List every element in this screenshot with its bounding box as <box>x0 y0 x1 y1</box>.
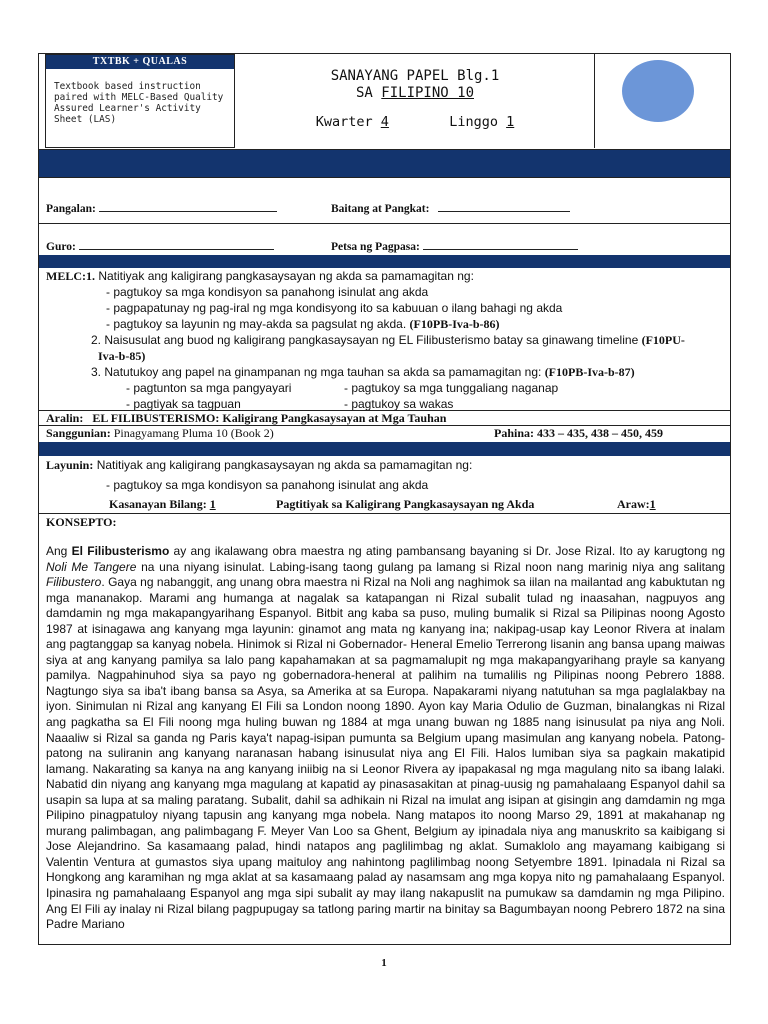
melc-item3-sub2: - pagtukoy sa mga tunggaliang naganap <box>344 381 559 395</box>
page-number: 1 <box>381 957 387 969</box>
p-bold-title: El Filibusterismo <box>71 544 170 558</box>
baitang-label: Baitang at Pangkat: <box>331 203 430 215</box>
baitang-field <box>331 201 570 215</box>
melc-code3: (F10PB-Iva-b-87) <box>544 365 635 379</box>
logo-circle-icon <box>622 60 694 122</box>
baitang-line[interactable] <box>438 201 570 212</box>
title-line2 <box>235 85 595 102</box>
sanggunian-row <box>46 426 726 441</box>
melc-item3-subs-row1 <box>46 380 726 396</box>
aralin-row <box>46 411 446 426</box>
p-part-c: . Gaya ng nabanggit, ang unang obra maestra ni Rizal na Noli ang naghimok sa iilan na mailantad ang kabuktutan ng mga mananakop. Marami ang humanga at nagalak sa katapangan ni Rizal subalit tulad ng inaasahan, nagpuyos ang damdamin ng mga makapangyarihang Espanyol. Bitbit ang kaba sa puso, muling bumalik si Rizal sa Pilipinas noong Agosto 1987 at isinagawa ang kanyang mga layunin: ginamot ang mata ng kanyang ina; nakipag-usap kay Leonor Rivera at inalam ang pagtanggap sa kanyag nobela. Hinimok si Rizal ni Gobernador- Heneral Emelio Terrerong lisanin ang bansa upang maiwas siya at ang kanyang pamilya sa lalo pang kapahamakan at sa pagmamalupit ng mga makapangyarihang prayle sa kanyang pamilya. Nagpahinuhod siya sa payo ng gobernadora-heneral at palihim na tumalilis ng Pilipinas noong Pebrero 1888. Nagtungo siya sa iba't ibang bansa sa Asya, sa Amerika at sa Europa. Napakarami niyang natutuhan sa mga paglalakbay na iyon. Sinimulan ni Rizal ang kanyang El Fili sa London noong 1890. Ayon kay Maria Odulio de Guzman, binalangkas ni Rizal ang pagkatha sa El Fili noong mga huling buwan ng 1884 at mga unang buwan ng 1885 nang isinusulat pa niya ang Noli. Naaaliw si Rizal sa ganda ng Paris kaya't napag-isipan pumunta sa Belgium upang masimulan ang kanyang nobela. Patong-patong na suliranin ang kanyang naranasan habang isinusulat niya ang El Fili. Halos lumiban siya sa pagkain makatipid lamang. Nakarating sa kanya na ang kanyang iniibig na si Leonor Rivera ay ipapakasal ng mga magulang nito sa ibang lalaki. Nabatid din niyang ang kanyang mga magulang at kapatid ay pinasasakitan at pinag-uusig ng pamahalaang Espanyol dahil sa usapin sa lupa at sa maling paratang. Subalit, dahil sa adhikain ni Rizal na imulat ang isipan at gisingin ang damdamin ng mga Pilipino pinagpatuloy niyang tapusin ang kanyang mga nobela. Nang matapos ito noong Marso 29, 1891 at makahanap ng murang palimbagan, ang palimbagang F. Meyer Van Loo sa Ghent, Belgium ay ipinadala niya ang manuskrito sa kaibigang si Jose Alejandrino. Sa kasamaang palad, hindi natapos ang paglilimbag ng aklat. Sumaklolo ang mayamang kaibigang si Valentin Ventura at gumastos siya upang maituloy ang nahintong paglilimbag noong Setyembre 1891. Ipinadala ni Rizal sa Hongkong ang karamihan ng mga aklat at sa kasamaang palad ay nasamsam ang mga kopya nito ng pamahalaang Espanyol. Ipinasira ng pamahalaang Espanyol ang mga sipi subalit ay may ilang nakapuslit na pumukaw sa damdamin ng mga Pilipino. Ang El Fili ay inalay ni Rizal bilang pagpupugay sa tatlong paring martir na binitay sa Bagumbayan noong Pebrero 1872 na sina Padre Mariano <box>46 575 725 932</box>
melc-item2 <box>46 332 726 348</box>
layunin-label: Layunin: <box>46 458 94 472</box>
txtbk-description: Textbook based instruction paired with MELC-Based Quality Assured Learner's Activity Sheet (LAS) <box>54 81 224 125</box>
melc-code2b: Iva-b-85) <box>98 349 146 363</box>
header <box>39 54 730 150</box>
p-part-b: na una niyang isinulat. Labing-isang taong gulang pa lamang si Rizal noon nang marinig niya ang salitang <box>136 559 725 574</box>
linggo-value: 1 <box>506 114 515 130</box>
kwarter-label: Kwarter <box>315 114 381 130</box>
txtbk-qualas-box <box>45 54 235 148</box>
title-prefix: SA <box>355 85 382 101</box>
title-box <box>235 54 595 148</box>
melc-item3-text: Natutukoy ang papel na ginampanan ng mga tauhan sa akda sa pamamagitan ng: <box>104 365 542 379</box>
quarter-week-line <box>235 114 595 130</box>
aralin-label: Aralin: <box>46 411 84 425</box>
p-part-a: ay ang ikalawang obra maestra ng ating pambansang bayaning si Dr. Jose Rizal. Ito ay karugtong ng <box>169 544 726 558</box>
guro-field <box>46 239 274 253</box>
pahina <box>494 426 663 441</box>
petsa-line[interactable] <box>423 239 578 250</box>
p-italic-noli: Noli Me Tangere <box>46 559 137 574</box>
konsepto-label: KONSEPTO: <box>46 515 117 529</box>
guro-label: Guro: <box>46 241 76 253</box>
pangalan-line[interactable] <box>99 201 277 212</box>
header-band <box>39 150 730 177</box>
aralin-value: EL FILIBUSTERISMO: Kaligirang Pangkasaysayan at Mga Tauhan <box>92 411 447 425</box>
melc-item3 <box>46 364 726 380</box>
melc-item1-sub3 <box>46 316 726 332</box>
title-line1: SANAYANG PAPEL Blg.1 <box>330 68 500 84</box>
melc-item3-num: 3. <box>91 365 102 379</box>
petsa-label: Petsa ng Pagpasa: <box>331 241 420 253</box>
layunin-line <box>46 457 726 473</box>
divider <box>39 513 730 514</box>
kasanayan-label: Kasanayan Bilang: <box>109 497 207 511</box>
guro-line[interactable] <box>79 239 274 250</box>
divider <box>39 223 730 224</box>
layunin-value: Natitiyak ang kaligirang pangkasaysayan ng akda sa pamamagitan ng: <box>96 458 473 472</box>
melc-item1-sub3-text: - pagtukoy sa layunin ng may-akda sa pagsulat ng akda. <box>106 317 407 331</box>
melc-item1-text: Natitiyak ang kaligirang pangkasaysayan ng akda sa pamamagitan ng: <box>98 269 474 283</box>
melc-item2-text: Naisusulat ang buod ng kaligirang pangkasaysayan ng EL Filibusterismo batay sa ginawang timeline <box>104 333 639 347</box>
melc-item1-sub1: - pagtukoy sa mga kondisyon sa panahong isinulat ang akda <box>106 285 429 299</box>
melc-item2-code-b <box>46 348 726 364</box>
petsa-field <box>331 239 578 253</box>
konsepto-paragraph <box>46 544 725 933</box>
melc-section <box>46 268 726 412</box>
kwarter-value: 4 <box>380 114 389 130</box>
melc-code2a: (F10PU- <box>641 333 685 347</box>
melc-item3-sub4: - pagtukoy sa wakas <box>344 397 454 411</box>
activity-sheet <box>38 53 731 945</box>
kasanayan-number: 1 <box>209 497 216 511</box>
pangalan-label: Pangalan: <box>46 203 96 215</box>
araw-label: Araw: <box>617 497 650 511</box>
araw <box>617 497 656 512</box>
pangalan-field <box>46 201 277 215</box>
sanggunian-value: Pinagyamang Pluma 10 (Book 2) <box>113 426 274 440</box>
p-start: Ang <box>46 544 72 558</box>
sanggunian-label: Sanggunian: <box>46 426 111 440</box>
melc-item3-sub1: - pagtunton sa mga pangyayari <box>126 381 292 395</box>
melc-band <box>39 255 730 268</box>
kasanayan <box>109 497 216 512</box>
p-italic-filibustero: Filibustero <box>46 575 102 590</box>
melc-item3-sub3: - pagtiyak sa tagpuan <box>126 397 241 411</box>
melc-label: MELC:1. <box>46 269 95 283</box>
melc-code1: (F10PB-Iva-b-86) <box>409 317 500 331</box>
konsepto-body <box>46 544 725 933</box>
linggo-label: Linggo <box>449 114 507 130</box>
layunin-sub1: - pagtukoy sa mga kondisyon sa panahong isinulat ang akda <box>106 478 429 492</box>
kasanayan-title: Pagtitiyak sa Kaligirang Pangkasaysayan ng Akda <box>276 497 535 511</box>
divider <box>39 177 730 178</box>
melc-item1-sub2: - pagpapatunay ng pag-iral ng mga kondisyong ito sa kabuuan o ilang bahagi ng akda <box>106 301 563 315</box>
txtbk-qualas-bar: TXTBK + QUALAS <box>46 55 234 69</box>
melc-item1 <box>46 268 726 284</box>
pahina-value: 433 – 435, 438 – 450, 459 <box>537 426 664 440</box>
kasanayan-row <box>39 497 732 513</box>
araw-value: 1 <box>649 497 656 511</box>
melc-item2-num: 2. <box>91 333 102 347</box>
pahina-label: Pahina: <box>494 426 535 440</box>
title-subject: FILIPINO 10 <box>381 85 474 101</box>
logo-box <box>594 54 730 148</box>
layunin-section <box>46 457 726 493</box>
layunin-band <box>39 442 730 456</box>
